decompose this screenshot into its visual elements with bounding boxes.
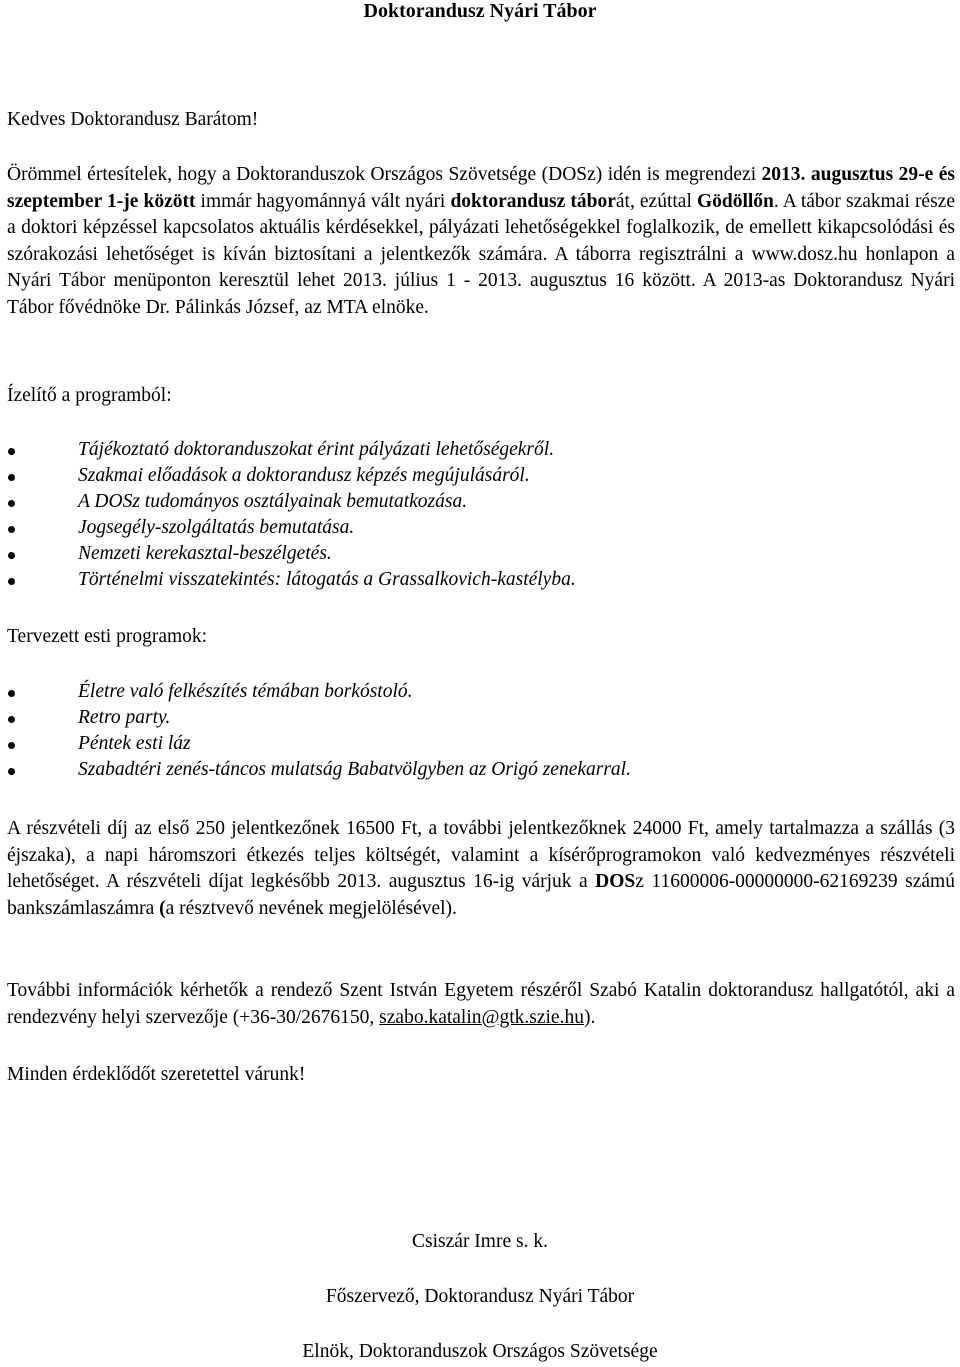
program-heading: Ízelítő a programból: [7, 385, 172, 406]
fee-paragraph [7, 816, 955, 922]
program-list [7, 437, 955, 593]
email-link[interactable]: szabo.katalin@gtk.szie.hu [379, 1006, 584, 1028]
info-text-1: További információk kérhetők a rendező Szent István Egyetem részéről Szabó Katalin doktorandusz hallgatótól, aki a rendezvény helyi szervezője (+36-30/2676150, [7, 980, 955, 1028]
fee-org: DOS [595, 871, 636, 892]
intro-text-1: Örömmel értesítelek, hogy a Doktoranduszok Országos Szövetsége (DOSz) idén is megrendezi [7, 164, 762, 185]
list-item: A DOSz tudományos osztályainak bemutatkozása. [7, 489, 955, 515]
intro-text-2: immár hagyománnyá vált nyári [195, 190, 451, 212]
signature-role-2: Elnök, Doktoranduszok Országos Szövetsége [302, 1341, 658, 1362]
fee-text-2: z 11600006-00000000-62169239 számú bankszámlaszámra [7, 871, 955, 919]
closing-line: Minden érdeklődőt szeretettel várunk! [7, 1064, 306, 1085]
greeting: Kedves Doktorandusz Barátom! [7, 109, 259, 130]
intro-paragraph [7, 162, 955, 321]
intro-camp-name: doktorandusz tábor [450, 190, 616, 212]
intro-text-4: . A tábor szakmai része a doktori képzéssel kapcsolatos aktuális kérdésekkel, pályázati lehetőségekkel foglalkozik, de emellett kikapcsolódási és szórakozási lehetőséget is kíván biztosítani a jelentkezők számára. A táborra regisztrálni a www.dosz.hu honlapon a Nyári Tábor menüponton keresztül lehet 2013. július 1 - 2013. augusztus 16 között. A 2013-as Doktorandusz Nyári Tábor fővédnöke Dr. Pálinkás József, az MTA elnöke. [7, 190, 955, 318]
info-text-2: ). [583, 1006, 596, 1028]
info-paragraph [7, 978, 955, 1031]
list-item: Szakmai előadások a doktorandusz képzés megújulásáról. [7, 463, 955, 489]
document-title: Doktorandusz Nyári Tábor [363, 0, 597, 22]
list-item: Retro party. [7, 705, 955, 731]
list-item: Jogsegély-szolgáltatás bemutatása. [7, 515, 955, 541]
list-item: Péntek esti láz [7, 731, 955, 757]
fee-paren: ( [159, 897, 166, 919]
list-item: Életre való felkészítés témában borkóstoló. [7, 679, 955, 705]
evening-heading: Tervezett esti programok: [7, 626, 208, 647]
signature-name: Csiszár Imre s. k. [412, 1231, 548, 1252]
list-item: Nemzeti kerekasztal-beszélgetés. [7, 541, 955, 567]
intro-dates: 2013. augusztus 29-e és szeptember 1-je között [7, 164, 955, 212]
intro-location: Gödöllőn [696, 190, 774, 212]
fee-text-1: A részvételi díj az első 250 jelentkezőnek 16500 Ft, a további jelentkezőknek 24000 Ft, amely tartalmazza a szállás (3 éjszaka), a napi háromszori étkezés teljes költségét, valamint a kísérőprogramokon való kedvezményes részvételi lehetőséget. A részvételi díjat legkésőbb 2013. augusztus 16-ig várjuk a [7, 818, 955, 892]
intro-text-3: át, ezúttal [615, 190, 697, 212]
evening-list [7, 679, 955, 783]
list-item: Tájékoztató doktoranduszokat érint pályázati lehetőségekről. [7, 437, 955, 463]
list-item: Történelmi visszatekintés: látogatás a Grassalkovich-kastélyba. [7, 567, 955, 593]
fee-text-3: a résztvevő nevének megjelölésével). [165, 897, 457, 919]
signature-role-1: Főszervező, Doktorandusz Nyári Tábor [325, 1286, 635, 1307]
list-item: Szabadtéri zenés-táncos mulatság Babatvölgyben az Origó zenekarral. [7, 757, 955, 783]
